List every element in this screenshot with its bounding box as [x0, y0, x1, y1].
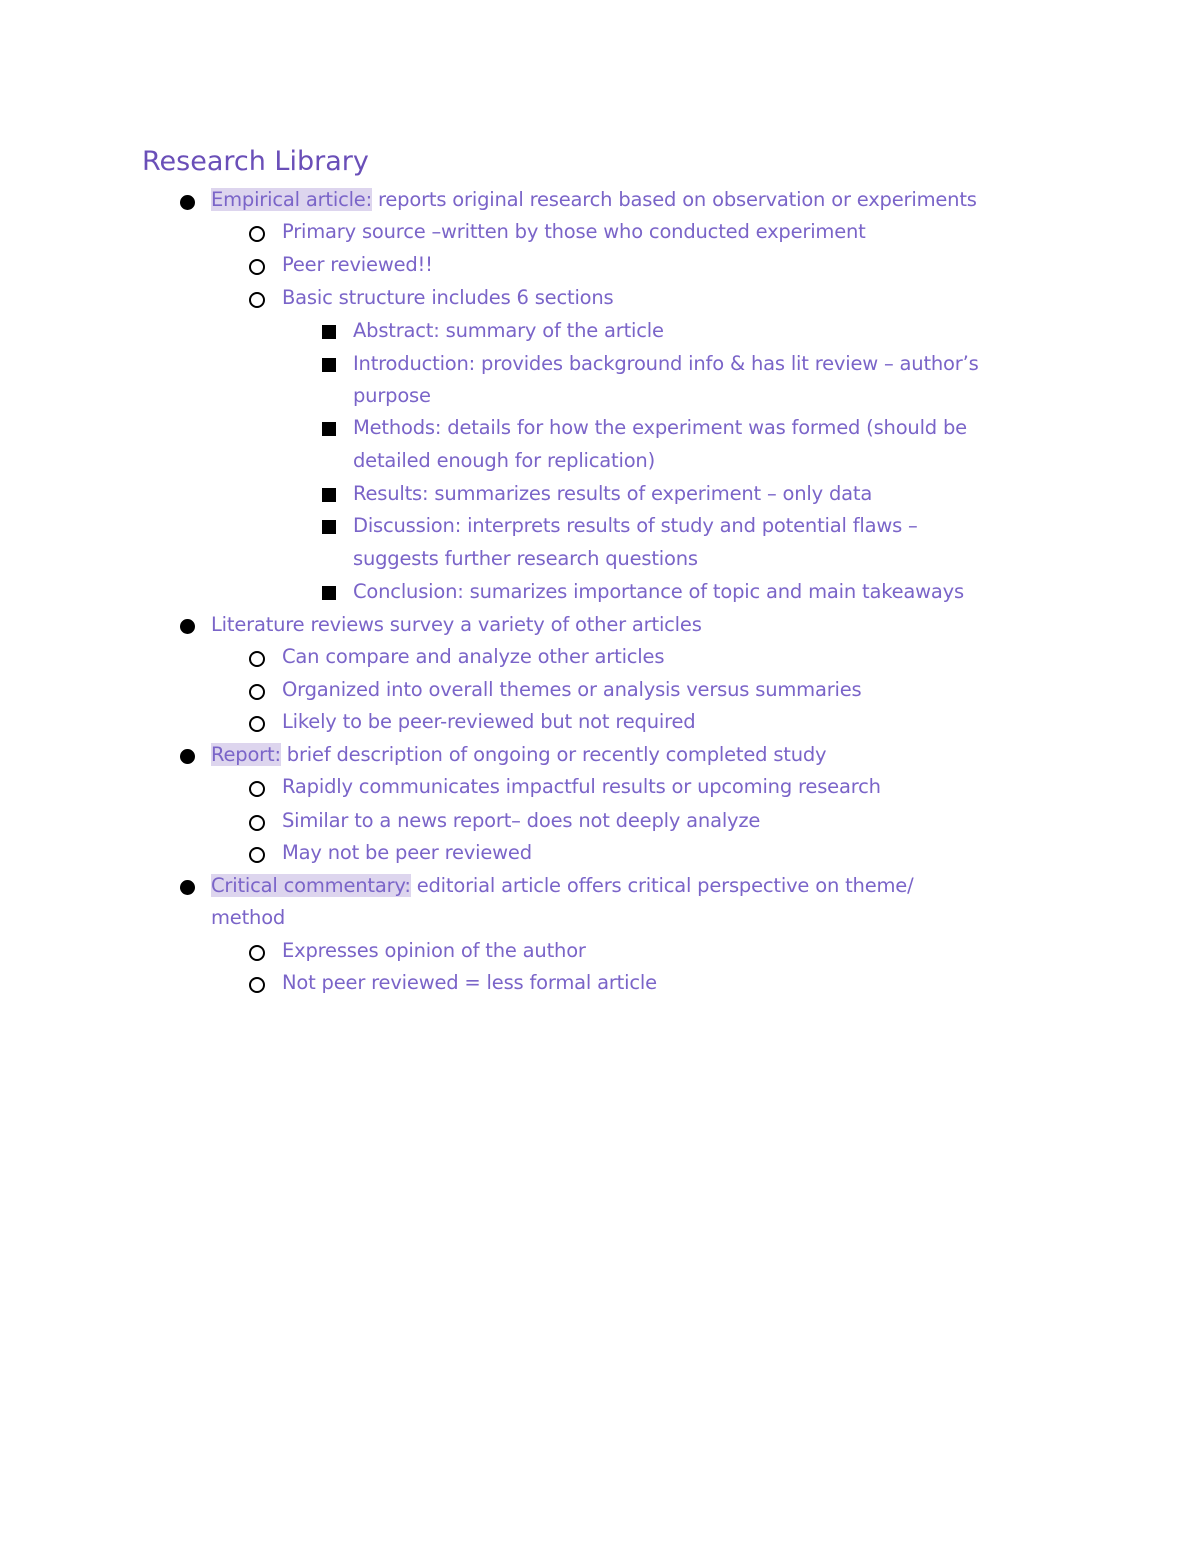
- list-item: May not be peer reviewed: [282, 841, 532, 864]
- list-item-literature: Literature reviews survey a variety of other articles: [211, 613, 702, 636]
- list-item-text: editorial article offers critical perspective on theme/: [410, 874, 914, 897]
- term-highlight: Report:: [211, 743, 281, 766]
- circle-bullet-icon: [249, 815, 265, 831]
- list-item: Not peer reviewed = less formal article: [282, 971, 657, 994]
- list-item: Primary source –written by those who conducted experiment: [282, 220, 866, 243]
- list-item-introduction: Introduction: provides background info & has lit review – author’s: [353, 352, 979, 375]
- square-bullet-icon: [322, 358, 336, 372]
- disc-bullet-icon: [180, 195, 195, 210]
- list-item-critical: [211, 870, 913, 902]
- list-item: Rapidly communicates impactful results or upcoming research: [282, 775, 881, 798]
- list-item: Basic structure includes 6 sections: [282, 286, 614, 309]
- square-bullet-icon: [322, 325, 336, 339]
- square-bullet-icon: [322, 520, 336, 534]
- disc-bullet-icon: [180, 749, 195, 764]
- square-bullet-icon: [322, 586, 336, 600]
- disc-bullet-icon: [180, 880, 195, 895]
- list-item-report: [211, 739, 826, 771]
- list-item: Can compare and analyze other articles: [282, 645, 665, 668]
- circle-bullet-icon: [249, 847, 265, 863]
- list-item: Organized into overall themes or analysis versus summaries: [282, 678, 862, 701]
- list-item-empirical: [211, 184, 977, 216]
- circle-bullet-icon: [249, 945, 265, 961]
- square-bullet-icon: [322, 422, 336, 436]
- page-title: Research Library: [142, 146, 369, 177]
- list-item-methods-cont: detailed enough for replication): [353, 449, 656, 472]
- list-item-text: brief description of ongoing or recently completed study: [280, 743, 827, 766]
- term-highlight: Critical commentary:: [211, 874, 411, 897]
- term-highlight: Empirical article:: [211, 188, 372, 211]
- list-item: Peer reviewed!!: [282, 253, 433, 276]
- list-item-methods: Methods: details for how the experiment was formed (should be: [353, 416, 967, 439]
- list-item: Likely to be peer-reviewed but not required: [282, 710, 696, 733]
- list-item: Expresses opinion of the author: [282, 939, 586, 962]
- list-item: Similar to a news report– does not deeply analyze: [282, 809, 761, 832]
- circle-bullet-icon: [249, 781, 265, 797]
- list-item-discussion-cont: suggests further research questions: [353, 547, 698, 570]
- list-item-introduction-cont: purpose: [353, 384, 431, 407]
- list-item-critical-cont: method: [211, 906, 286, 929]
- circle-bullet-icon: [249, 716, 265, 732]
- list-item-text: reports original research based on observation or experiments: [371, 188, 977, 211]
- list-item-conclusion: Conclusion: sumarizes importance of topic and main takeaways: [353, 580, 964, 603]
- list-item-results: Results: summarizes results of experiment – only data: [353, 482, 873, 505]
- list-item-discussion: Discussion: interprets results of study and potential flaws –: [353, 514, 918, 537]
- circle-bullet-icon: [249, 684, 265, 700]
- list-item-abstract: Abstract: summary of the article: [353, 319, 664, 342]
- circle-bullet-icon: [249, 977, 265, 993]
- circle-bullet-icon: [249, 651, 265, 667]
- circle-bullet-icon: [249, 292, 265, 308]
- circle-bullet-icon: [249, 259, 265, 275]
- circle-bullet-icon: [249, 226, 265, 242]
- disc-bullet-icon: [180, 619, 195, 634]
- square-bullet-icon: [322, 488, 336, 502]
